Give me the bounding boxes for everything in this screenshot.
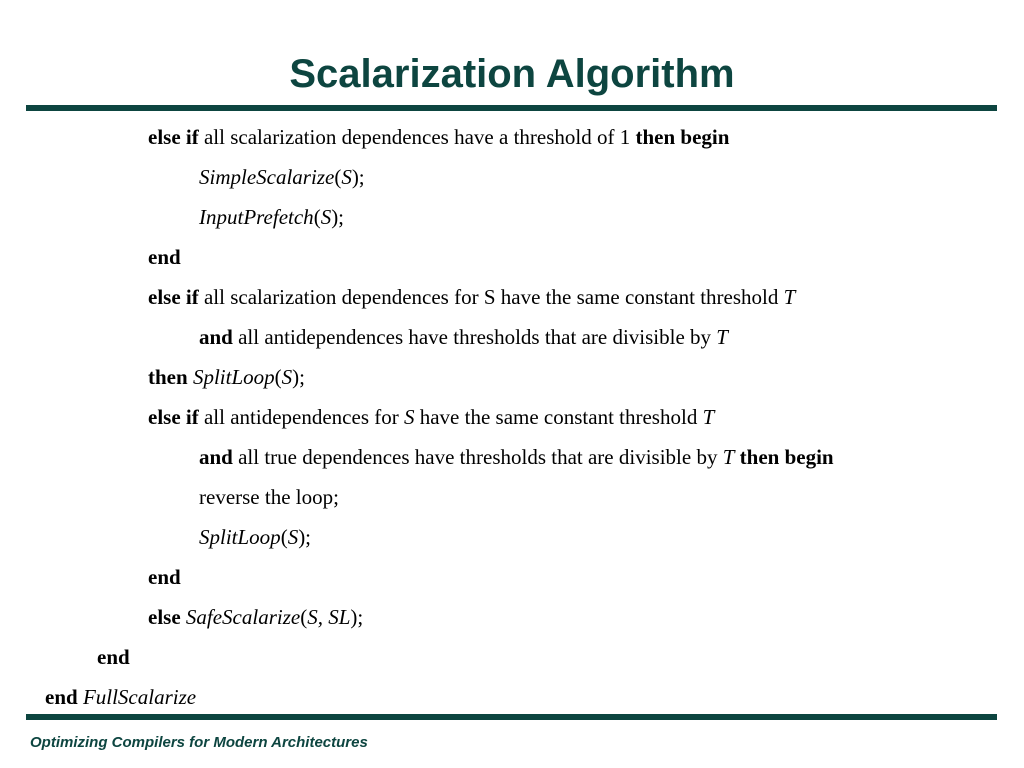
code-line-6 — [199, 324, 728, 350]
title-divider — [26, 105, 997, 111]
code-text: reverse the loop; — [199, 485, 339, 509]
variable: S — [341, 165, 352, 189]
function-name: SafeScalarize — [185, 605, 301, 629]
code-text: all scalarization dependences have a threshold of 1 — [198, 125, 636, 149]
function-name: InputPrefetch — [199, 205, 314, 229]
code-line-9 — [199, 444, 834, 470]
keyword: else — [148, 605, 181, 629]
variable: T — [783, 285, 796, 309]
code-text: all true dependences have thresholds that are divisible by — [232, 445, 723, 469]
variable: T — [716, 325, 728, 349]
variable: T — [702, 405, 715, 429]
keyword: else if — [148, 125, 199, 149]
function-name: SplitLoop — [199, 525, 281, 549]
keyword: else if — [148, 405, 199, 429]
slide-footer: Optimizing Compilers for Modern Architectures — [30, 734, 368, 751]
slide-title: Scalarization Algorithm — [289, 52, 735, 96]
code-line-3 — [199, 204, 344, 230]
code-line-1 — [148, 124, 729, 150]
code-line-5 — [148, 284, 795, 310]
variable: T — [722, 445, 735, 469]
variable: S — [403, 405, 415, 429]
keyword: and — [199, 325, 233, 349]
code-line-7 — [148, 364, 305, 390]
code-line-10 — [199, 484, 339, 510]
punctuation: ( — [313, 205, 321, 229]
code-line-8 — [148, 404, 714, 430]
code-line-15 — [45, 684, 196, 710]
code-text: have the same constant threshold — [414, 405, 703, 429]
punctuation: ); — [298, 525, 312, 549]
variable: S — [320, 205, 332, 229]
punctuation: ( — [274, 365, 282, 389]
variable: S — [287, 525, 299, 549]
punctuation: ( — [280, 525, 288, 549]
function-name: SimpleScalarize — [199, 165, 335, 189]
keyword: end — [148, 245, 181, 269]
keyword: end — [45, 685, 78, 709]
code-line-2 — [199, 164, 365, 190]
code-line-11 — [199, 524, 311, 550]
keyword: and — [199, 445, 233, 469]
function-name: SplitLoop — [192, 365, 275, 389]
code-line-13 — [148, 604, 363, 630]
variable: S — [281, 365, 293, 389]
code-line-12 — [148, 564, 181, 590]
punctuation: ( — [300, 605, 308, 629]
footer-divider — [26, 714, 997, 720]
code-line-4 — [148, 244, 181, 270]
keyword: then — [148, 365, 188, 389]
keyword: then begin — [739, 445, 834, 469]
punctuation: ); — [331, 205, 345, 229]
keyword: end — [148, 565, 181, 589]
punctuation: ( — [334, 165, 342, 189]
keyword: end — [97, 645, 130, 669]
variable: S, SL — [307, 605, 351, 629]
function-name: FullScalarize — [82, 685, 197, 709]
keyword: else if — [148, 285, 199, 309]
punctuation: ); — [350, 605, 364, 629]
punctuation: ); — [351, 165, 365, 189]
code-text: all scalarization dependences for S have the same constant threshold — [198, 285, 784, 309]
code-text: all antidependences for — [198, 405, 404, 429]
code-line-14 — [97, 644, 130, 670]
keyword: then begin — [635, 125, 730, 149]
code-text: all antidependences have thresholds that are divisible by — [232, 325, 717, 349]
punctuation: ); — [292, 365, 305, 389]
